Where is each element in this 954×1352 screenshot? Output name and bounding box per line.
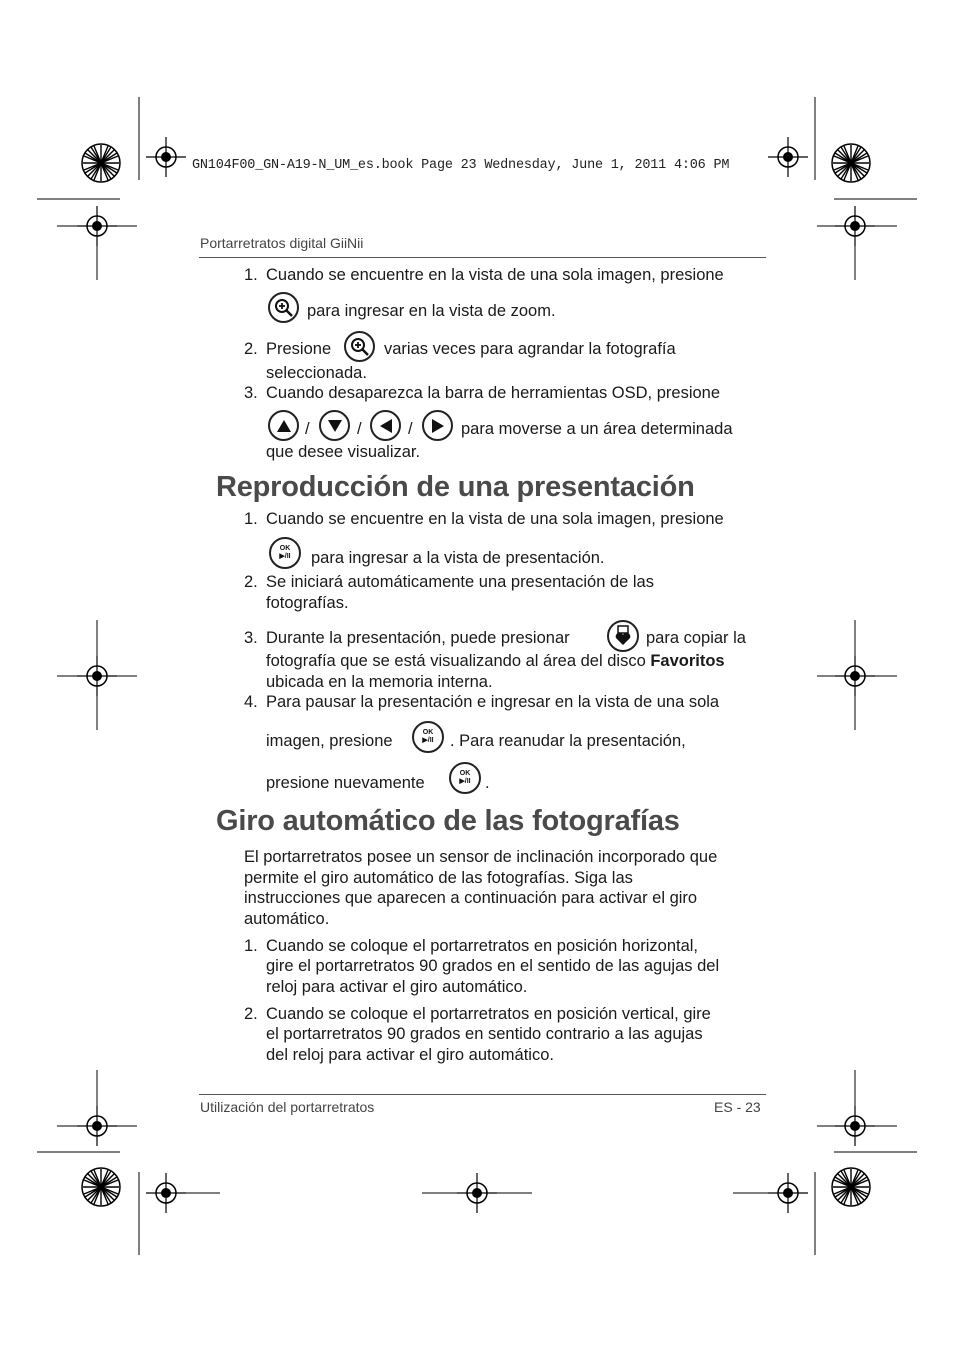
text-span: fotografía que se está visualizando al área del disco — [266, 652, 651, 670]
arrow-left-icon — [370, 410, 401, 441]
zoom-in-icon — [268, 292, 299, 323]
footer-section-title: Utilización del portarretratos — [200, 1099, 375, 1115]
list-item-text: para ingresar a la vista de presentación. — [311, 549, 605, 567]
list-item-text: para ingresar en la vista de zoom. — [307, 302, 556, 320]
list-number: 2. — [244, 573, 258, 591]
page-number: ES - 23 — [714, 1099, 761, 1115]
list-number: 3. — [244, 384, 258, 402]
list-item-text: Se iniciará automáticamente una presentación de las — [266, 573, 654, 591]
list-item-text: reloj para activar el giro automático. — [266, 978, 528, 996]
list-item-text: Cuando desaparezca la barra de herramientas OSD, presione — [266, 384, 721, 402]
list-item-text: Cuando se encuentre en la vista de una sola imagen, presione — [266, 510, 724, 528]
header-rule — [199, 257, 766, 258]
separator: / — [305, 420, 310, 438]
list-item-text: Durante la presentación, puede presionar — [266, 629, 570, 647]
section-heading: Giro automático de las fotografías — [216, 805, 680, 837]
section-heading: Reproducción de una presentación — [216, 471, 695, 503]
list-number: 1. — [244, 510, 258, 528]
list-item-text: Cuando se encuentre en la vista de una sola imagen, presione — [266, 266, 724, 284]
separator: / — [408, 420, 413, 438]
list-number: 3. — [244, 629, 258, 647]
list-number: 2. — [244, 340, 258, 358]
list-item-text — [266, 651, 725, 672]
list-item-text: Cuando se coloque el portarretratos en posición vertical, gire — [266, 1005, 711, 1023]
list-number: 1. — [244, 937, 258, 955]
list-number: 2. — [244, 1005, 258, 1023]
ok-play-pause-icon: OK ▶/II — [269, 537, 301, 569]
paragraph-line: permite el giro automático de las fotografías. Siga las — [244, 869, 633, 887]
paragraph-line: instrucciones que aparecen a continuación para activar el giro — [244, 889, 698, 907]
list-item-text: Para pausar la presentación e ingresar en la vista de una sola — [266, 693, 720, 711]
arrow-down-icon — [319, 410, 350, 441]
ok-play-pause-icon: OK ▶/II — [449, 762, 481, 794]
list-item-text: el portarretratos 90 grados en sentido contrario a las agujas — [266, 1025, 703, 1043]
list-item-text: presione nuevamente — [266, 774, 425, 792]
list-item-text: ubicada en la memoria interna. — [266, 673, 493, 691]
paragraph-line: automático. — [244, 910, 330, 928]
list-item-text: del reloj para activar el giro automático. — [266, 1046, 554, 1064]
ok-play-pause-icon: OK ▶/II — [412, 721, 444, 753]
list-item-text: fotografías. — [266, 594, 349, 612]
arrow-up-icon — [268, 410, 299, 441]
list-item-text: que desee visualizar. — [266, 443, 421, 461]
list-item-text: gire el portarretratos 90 grados en el sentido de las agujas del — [266, 957, 720, 975]
running-head: Portarretratos digital GiiNii — [200, 235, 364, 251]
list-item-text: para copiar la — [646, 629, 746, 647]
favorite-copy-icon — [607, 620, 639, 652]
list-item-text: . Para reanudar la presentación, — [450, 732, 686, 750]
footer-rule — [199, 1094, 766, 1095]
list-item-text: varias veces para agrandar la fotografía — [384, 340, 676, 358]
favorites-label: Favoritos — [650, 652, 725, 670]
list-item-text: Cuando se coloque el portarretratos en posición horizontal, — [266, 937, 699, 955]
list-number: 4. — [244, 693, 258, 711]
zoom-in-icon — [344, 331, 375, 362]
list-item-text: . — [485, 774, 490, 792]
paragraph-line: El portarretratos posee un sensor de inclinación incorporado que — [244, 848, 718, 866]
list-item-text: imagen, presione — [266, 732, 393, 750]
list-item-text: Presione — [266, 340, 332, 358]
list-item-text: para moverse a un área determinada — [461, 420, 733, 438]
book-slug: GN104F00_GN-A19-N_UM_es.book Page 23 Wednesday, June 1, 2011 4:06 PM — [192, 158, 730, 173]
separator: / — [357, 420, 362, 438]
list-number: 1. — [244, 266, 258, 284]
arrow-right-icon — [422, 410, 453, 441]
list-item-text: seleccionada. — [266, 364, 367, 382]
